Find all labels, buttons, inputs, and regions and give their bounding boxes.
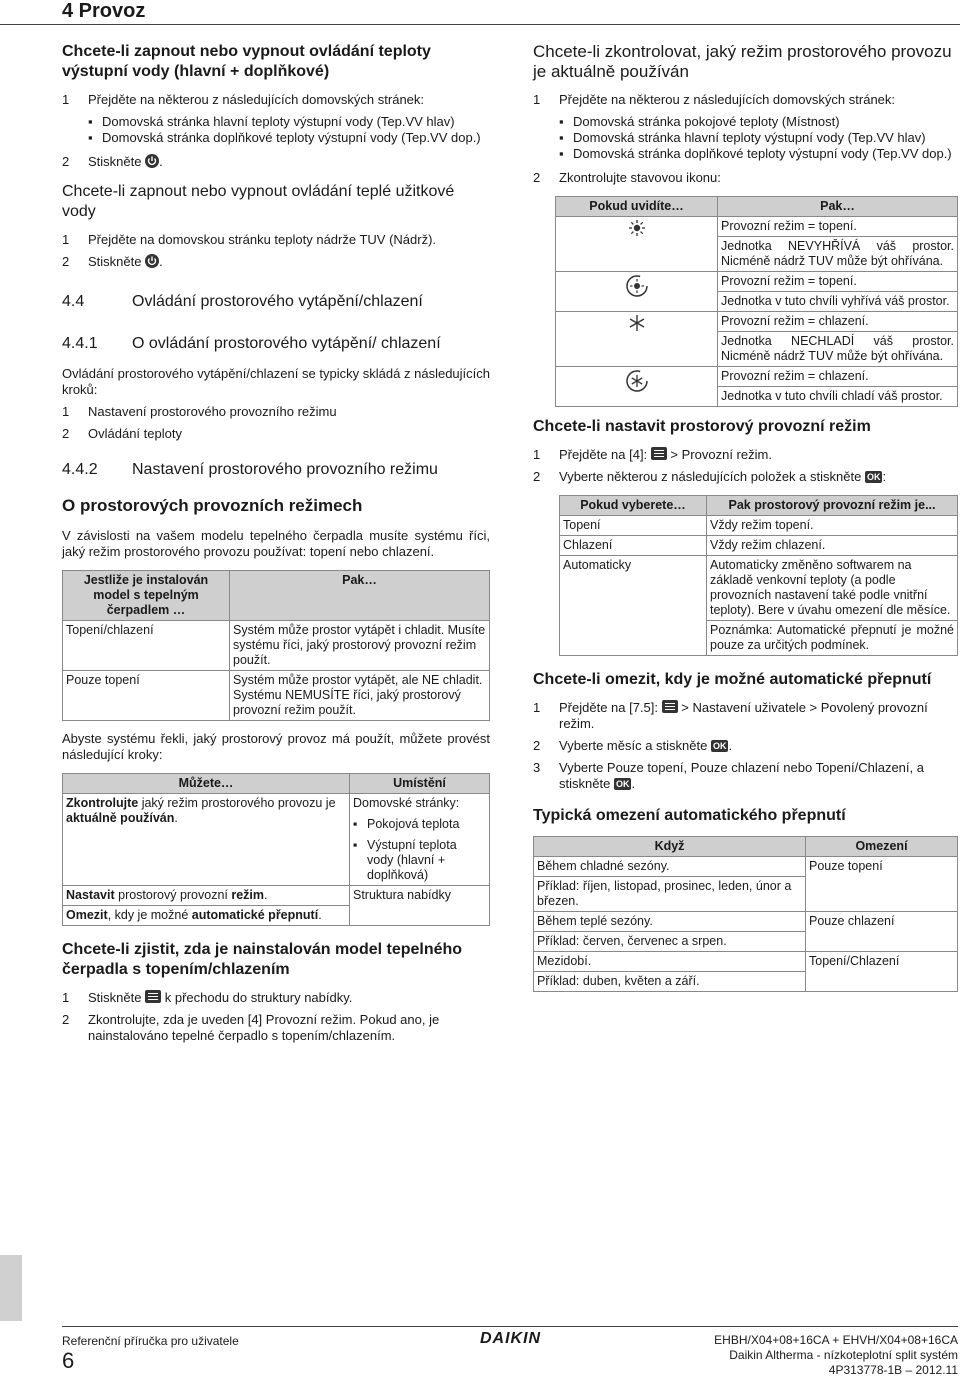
table-row: Mezidobí. Topení/Chlazení xyxy=(534,952,958,972)
step: 3 Vyberte Pouze topení, Pouze chlazení nebo Topení/Chlazení, a stiskněte OK . xyxy=(533,760,924,791)
step: 1 Přejděte na [7.5]: > Nastavení uživatele > Povolený provozní režim. xyxy=(533,700,928,731)
left-column xyxy=(62,42,490,1050)
table-header: Když xyxy=(534,837,806,857)
power-icon xyxy=(145,254,159,268)
step: 1 Stiskněte k přechodu do struktury nabídky. xyxy=(62,990,353,1005)
daikin-logo: DAIKIN xyxy=(480,1330,542,1347)
table-header: Pak… xyxy=(718,197,958,217)
menu-icon xyxy=(651,447,667,460)
list-item: ▪ Domovská stránka doplňkové teploty výstupní vody (Tep.VV dop.) xyxy=(559,146,952,161)
step: 2 Stiskněte . xyxy=(62,254,163,269)
ok-button-icon: OK xyxy=(615,779,630,789)
table-row: Provozní režim = topení. xyxy=(556,217,958,237)
footer-meta: EHBH/X04+08+16CA + EHVH/X04+08+16CA Daikin Altherma - nízkoteplotní split systém 4P313778-1B – 2012.11 xyxy=(714,1333,958,1377)
table-row: Pouze topení Systém může prostor vytápět, ale NE chladit. Systému NEMUSÍTE říci, jaký prostorový provozní režim použít. xyxy=(63,671,490,721)
heading-check-model: Chcete-li zjistit, zda je nainstalován model tepelného čerpadla s topením/chlazením xyxy=(62,941,463,978)
table-row: Během teplé sezóny. Pouze chlazení xyxy=(534,912,958,932)
sun-rotating-icon xyxy=(625,274,649,298)
table-row: Jednotka NECHLADÍ váš prostor. Nicméně nádrž TUV může být ohřívána. xyxy=(556,332,958,367)
table-header: Pak prostorový provozní režim je... xyxy=(707,496,958,516)
table-row: Jednotka v tuto chvíli chladí váš prostor. xyxy=(556,387,958,407)
snowflake-rotating-icon xyxy=(625,369,649,393)
step: 1 Nastavení prostorového provozního režimu xyxy=(62,404,337,419)
table-row: Omezit, kdy je možné automatické přepnutí. xyxy=(63,906,490,926)
paragraph: Ovládání prostorového vytápění/chlazení se typicky skládá z následujících kroků: xyxy=(62,366,490,397)
ok-button-icon: OK xyxy=(712,741,727,751)
table-row: Zkontrolujte jaký režim prostorového provozu je aktuálně používán. Domovské stránky: ▪ Pokojová teplota ▪ Výstupní teplota vody (hlavní + doplňková) xyxy=(63,794,490,886)
page-number: 6 xyxy=(62,1348,75,1373)
heading-check-mode: Chcete-li zkontrolovat, jaký režim prostorového provozu je aktuálně používán xyxy=(533,42,952,81)
list-item: ▪ Pokojová teplota xyxy=(353,817,460,831)
step: 2 Zkontrolujte stavovou ikonu: xyxy=(533,170,721,185)
page-header xyxy=(0,0,960,25)
table-header: Pokud vyberete… xyxy=(560,496,707,516)
document-title: Referenční příručka pro uživatele xyxy=(62,1334,239,1348)
section-4-4: 4.4 Ovládání prostorového vytápění/chlazení xyxy=(62,293,423,310)
section-4-4-2: 4.4.2 Nastavení prostorového provozního režimu xyxy=(62,461,438,478)
table-header: Pokud uvidíte… xyxy=(556,197,718,217)
list-item: ▪ Domovská stránka doplňkové teploty výstupní vody (Tep.VV dop.) xyxy=(88,130,481,145)
list-item: ▪ Domovská stránka hlavní teploty výstupní vody (Tep.VV hlav) xyxy=(88,114,455,129)
table-row: Provozní režim = topení. xyxy=(556,272,958,292)
step: 1 Přejděte na některou z následujících domovských stránek: xyxy=(533,92,896,107)
heading-water-temp-control: Chcete-li zapnout nebo vypnout ovládání teploty výstupní vody (hlavní + doplňkové) xyxy=(62,43,431,80)
table-header: Můžete… xyxy=(63,774,350,794)
heading-space-modes: O prostorových provozních režimech xyxy=(62,496,363,515)
table-row: Jednotka v tuto chvíli vyhřívá váš prostor. xyxy=(556,292,958,312)
step: 2 Zkontrolujte, zda je uveden [4] Provozní režim. Pokud ano, je nainstalováno tepelné čerpadlo s topením/chlazením. xyxy=(62,1012,440,1043)
table-row: Topení Vždy režim topení. xyxy=(560,516,958,536)
section-4-4-1: 4.4.1 O ovládání prostorového vytápění/ chlazení xyxy=(62,335,441,352)
table-header: Umístění xyxy=(350,774,490,794)
table-header: Omezení xyxy=(806,837,958,857)
sun-icon xyxy=(628,219,646,237)
table-header: Jestliže je instalován model s tepelným čerpadlem … xyxy=(63,571,230,621)
table-row: Příklad: duben, květen a září. xyxy=(534,972,958,992)
menu-icon xyxy=(145,990,161,1003)
menu-icon xyxy=(662,700,678,713)
chapter-title: 4 Provoz xyxy=(62,0,146,22)
step: 2 Ovládání teploty xyxy=(62,426,182,441)
heading-typical-limits: Typická omezení automatického přepnutí xyxy=(533,807,846,824)
side-tab-marker xyxy=(0,1255,22,1321)
mode-selection-table xyxy=(559,495,958,656)
heat-pump-model-table xyxy=(62,570,490,721)
list-item: ▪ Výstupní teplota vody (hlavní + doplňková) xyxy=(353,838,457,882)
table-row: Nastavit prostorový provozní režim. Struktura nabídky xyxy=(63,886,490,906)
table-row: Topení/chlazení Systém může prostor vytápět i chladit. Musíte systému říci, jaký prostorový provozní režim použít. xyxy=(63,621,490,671)
list-item: ▪ Domovská stránka hlavní teploty výstupní vody (Tep.VV hlav) xyxy=(559,130,926,145)
step: 1 Přejděte na některou z následujících domovských stránek: xyxy=(62,92,425,107)
status-icon-table xyxy=(555,196,958,407)
snowflake-icon xyxy=(628,314,646,332)
ok-button-icon: OK xyxy=(866,472,881,482)
table-row: Příklad: říjen, listopad, prosinec, leden, únor a březen. xyxy=(534,877,958,912)
paragraph: Abyste systému řekli, jaký prostorový provoz má použít, můžete provést následující kroky: xyxy=(62,731,490,762)
table-header: Pak… xyxy=(230,571,490,621)
heading-limit-auto: Chcete-li omezit, kdy je možné automatické přepnutí xyxy=(533,671,932,688)
table-row: Automaticky Automaticky změněno softwarem na základě venkovní teploty (a podle provozních nastavení také podle vnitřní teploty). Bere v úvahu omezení dle měsíce. xyxy=(560,556,958,621)
auto-switch-limits-table xyxy=(533,836,958,992)
table-row: Poznámka: Automatické přepnutí je možné pouze za určitých podmínek. xyxy=(560,621,958,656)
table-row: Jednotka NEVYHŘÍVÁ váš prostor. Nicméně nádrž TUV může být ohřívána. xyxy=(556,237,958,272)
table-row: Chlazení Vždy režim chlazení. xyxy=(560,536,958,556)
step: 1 Přejděte na [4]: > Provozní režim. xyxy=(533,447,772,462)
right-column xyxy=(533,42,958,1002)
table-row: Během chladné sezóny. Pouze topení xyxy=(534,857,958,877)
step: 2 Stiskněte . xyxy=(62,154,163,169)
paragraph: V závislosti na vašem modelu tepelného čerpadla musíte systému říci, jaký režim prostorového provozu používat: topení nebo chlazení. xyxy=(62,528,490,559)
heading-dhw-control: Chcete-li zapnout nebo vypnout ovládání teplé užitkové vody xyxy=(62,183,455,220)
list-item: ▪ Domovská stránka pokojové teploty (Místnost) xyxy=(559,114,840,129)
actions-table xyxy=(62,773,490,926)
step: 1 Přejděte na domovskou stránku teploty nádrže TUV (Nádrž). xyxy=(62,232,437,247)
step: 2 Vyberte měsíc a stiskněte OK . xyxy=(533,738,733,753)
table-row: Příklad: červen, červenec a srpen. xyxy=(534,932,958,952)
heading-set-mode: Chcete-li nastavit prostorový provozní režim xyxy=(533,418,871,435)
table-row: Provozní režim = chlazení. xyxy=(556,312,958,332)
page-footer xyxy=(62,1326,958,1377)
table-row: Provozní režim = chlazení. xyxy=(556,367,958,387)
power-icon xyxy=(145,154,159,168)
step: 2 Vyberte některou z následujících položek a stiskněte OK : xyxy=(533,469,887,484)
